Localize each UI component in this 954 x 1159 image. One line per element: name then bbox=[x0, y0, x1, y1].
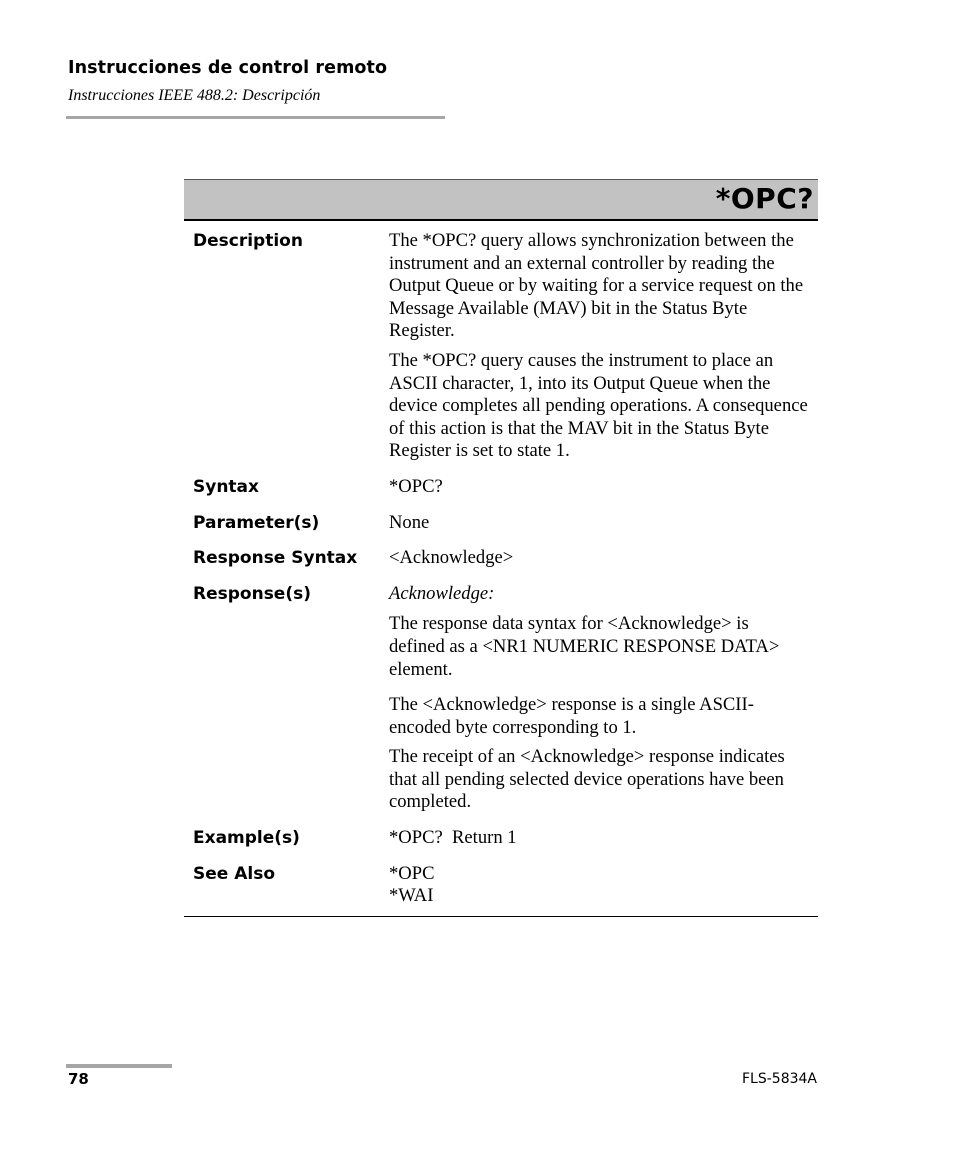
response-syntax-value: <Acknowledge> bbox=[389, 547, 514, 569]
parameters-label: Parameter(s) bbox=[193, 512, 320, 533]
description-label: Description bbox=[193, 231, 303, 251]
response-syntax-label: Response Syntax bbox=[193, 548, 358, 569]
responses-paragraph-3: The receipt of an <Acknowledge> response indicates that all pending selected device operations have been completed. bbox=[389, 746, 785, 813]
description-row bbox=[184, 221, 818, 463]
parameters-value: None bbox=[389, 511, 430, 533]
syntax-row bbox=[184, 476, 818, 499]
responses-heading: Acknowledge: bbox=[389, 582, 495, 604]
responses-paragraph-2: The <Acknowledge> response is a single ASCII-encoded byte corresponding to 1. bbox=[389, 694, 754, 738]
examples-label: Example(s) bbox=[193, 828, 300, 849]
command-header-bar bbox=[184, 179, 818, 221]
response-syntax-row bbox=[184, 547, 818, 570]
responses-row bbox=[184, 583, 818, 814]
syntax-label: Syntax bbox=[193, 476, 259, 497]
chapter-title: Instrucciones de control remoto bbox=[68, 58, 388, 78]
command-name: *OPC? bbox=[715, 182, 814, 215]
footer-rule bbox=[66, 1064, 172, 1068]
syntax-value: *OPC? bbox=[389, 475, 443, 497]
responses-paragraph-1: The response data syntax for <Acknowledge> is defined as a <NR1 NUMERIC RESPONSE DATA> element. bbox=[389, 613, 780, 680]
description-paragraph-1: The *OPC? query allows synchronization between the instrument and an external controller by reading the Output Queue or by waiting for a service request on the Message Available (MAV) bit in the Status Byte Register. bbox=[389, 230, 804, 342]
parameters-row bbox=[184, 512, 818, 535]
examples-value: *OPC? Return 1 bbox=[389, 827, 517, 849]
see-also-list bbox=[389, 863, 809, 908]
header-rule bbox=[66, 116, 445, 119]
see-also-row bbox=[184, 863, 818, 908]
section-subtitle: Instrucciones IEEE 488.2: Descripción bbox=[68, 87, 321, 104]
description-content bbox=[389, 230, 809, 463]
see-also-item[interactable]: *OPC bbox=[389, 862, 435, 884]
document-code: FLS-5834A bbox=[742, 1071, 817, 1087]
examples-row bbox=[184, 827, 818, 850]
page-number: 78 bbox=[68, 1070, 89, 1088]
see-also-item[interactable]: *WAI bbox=[389, 885, 434, 907]
responses-content bbox=[389, 583, 809, 814]
command-reference-table bbox=[184, 221, 818, 917]
see-also-label: See Also bbox=[193, 863, 276, 884]
description-paragraph-2: The *OPC? query causes the instrument to place an ASCII character, 1, into its Output Queue when the device completes all pending operations. A consequence of this action is that the MAV bit in the Status Byte Register is set to state 1. bbox=[389, 349, 808, 462]
responses-label: Response(s) bbox=[193, 583, 311, 604]
